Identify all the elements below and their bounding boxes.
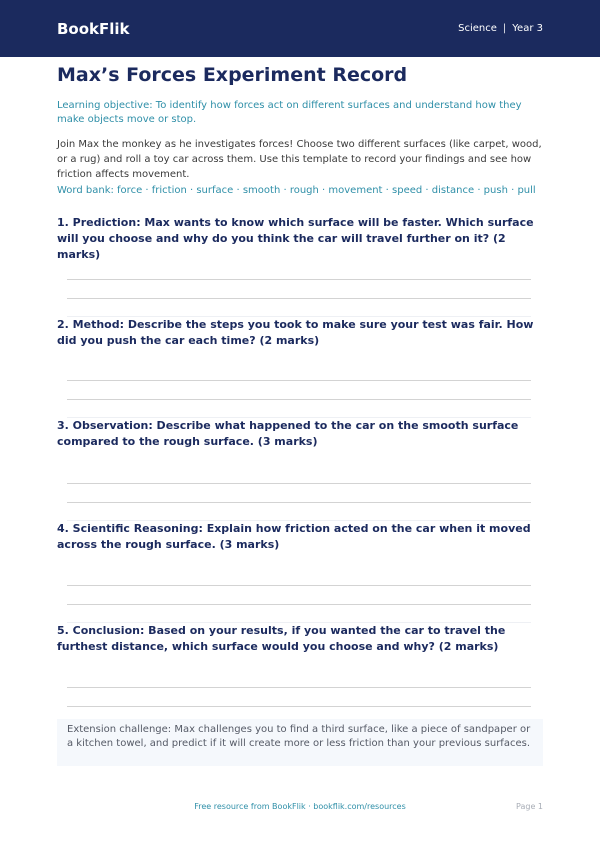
answer-line[interactable]: [67, 502, 531, 503]
intro-text: Join Max the monkey as he investigates forces! Choose two different surfaces (like carpet, wood, or a rug) and roll a toy car across them. Use this template to record your findings and see how friction affects movement.: [57, 139, 542, 180]
page-title: Max’s Forces Experiment Record: [57, 64, 408, 86]
footer-credit[interactable]: Free resource from BookFlik · bookflik.com/resources: [194, 802, 406, 811]
question-5: 5. Conclusion: Based on your results, if you wanted the car to travel the furthest distance, which surface would you choose and why? (2 marks): [57, 624, 506, 653]
page-number: Page 1: [516, 802, 543, 811]
brand-logo[interactable]: BookFlik: [57, 19, 130, 38]
question-2: 2. Method: Describe the steps you took to make sure your test was fair. How did you push the car each time? (2 marks): [57, 318, 534, 347]
answer-line[interactable]: [67, 298, 531, 299]
question-4: 4. Scientific Reasoning: Explain how friction acted on the car when it moved across the rough surface. (3 marks): [57, 522, 531, 551]
word-bank: Word bank: force · friction · surface · smooth · rough · movement · speed · distance · push · pull: [57, 185, 536, 196]
question-1: 1. Prediction: Max wants to know which surface will be faster. Which surface will you choose and why do you think the car will travel further on it? (2 marks): [57, 216, 534, 261]
meta-separator: |: [502, 23, 507, 34]
answer-line[interactable]: [67, 706, 531, 707]
learning-objective: Learning objective: To identify how forces act on different surfaces and understand how they make objects move or stop.: [57, 100, 522, 125]
subject-label: Science: [458, 23, 497, 34]
answer-line[interactable]: [67, 399, 531, 400]
subject-year: [458, 23, 543, 34]
page-header: [0, 0, 600, 57]
answer-line[interactable]: [67, 604, 531, 605]
extension-challenge: Extension challenge: Max challenges you to find a third surface, like a piece of sandpaper or a kitchen towel, and predict if it will create more or less friction than your previous surfaces.: [57, 719, 543, 766]
answer-line[interactable]: [67, 483, 531, 484]
answer-line[interactable]: [67, 687, 531, 688]
year-label: Year 3: [512, 23, 543, 34]
answer-line[interactable]: [67, 585, 531, 586]
answer-line[interactable]: [67, 279, 531, 280]
question-3: 3. Observation: Describe what happened to the car on the smooth surface compared to the rough surface. (3 marks): [57, 419, 519, 448]
answer-line[interactable]: [67, 380, 531, 381]
